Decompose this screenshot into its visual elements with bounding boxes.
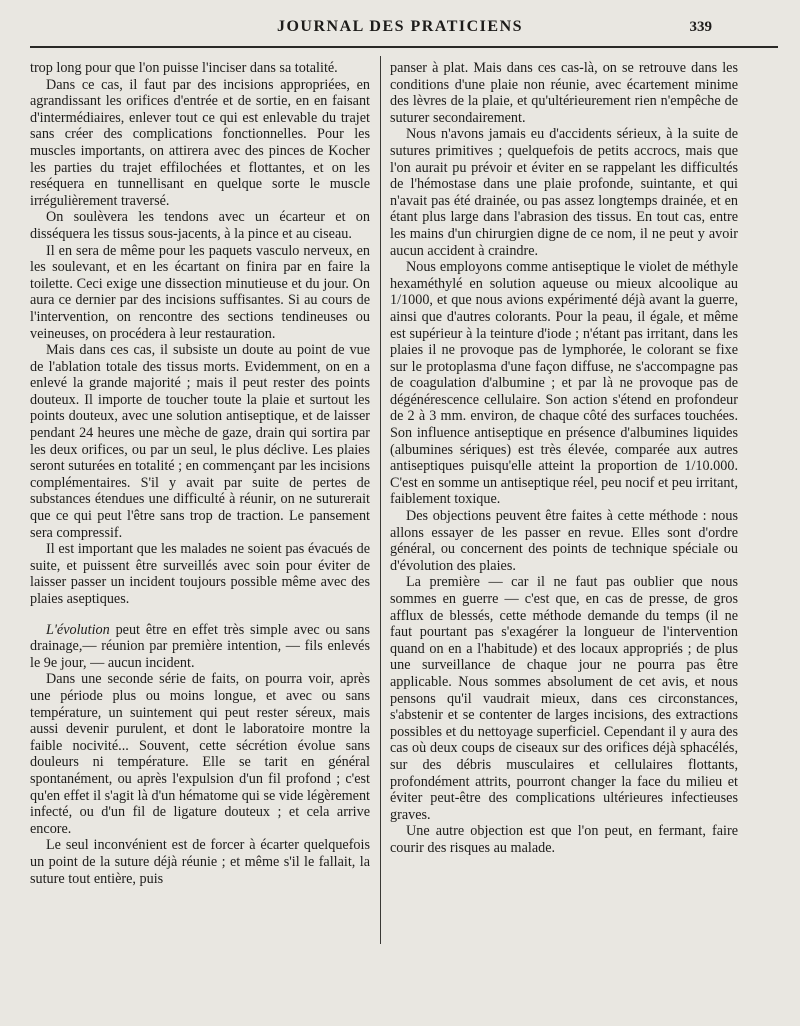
paragraph-evolution — [30, 622, 370, 672]
paragraph: panser à plat. Mais dans ces cas-là, on se retrouve dans les conditions d'une plaie non réunie, avec écartement minime des lèvres de la plaie, et qu'ultérieurement rien n'empêche de suturer secondairement. — [390, 60, 738, 126]
paragraph: Il est important que les malades ne soient pas évacués de suite, et puissent être surveillés avec soin pour éviter de laisser passer un incident toujours possible même avec des plaies aseptiques. — [30, 541, 370, 607]
column-divider — [380, 56, 381, 944]
header-rule — [30, 46, 778, 48]
paragraph: On soulèvera les tendons avec un écarteur et on disséquera les tissus sous-jacents, à la pince et au ciseau. — [30, 209, 370, 242]
paragraph-text: peut être en effet très simple avec ou sans drainage,— réunion par première intention, — fils enlevés le 9e jour, — aucun incident. — [30, 621, 370, 671]
right-column — [390, 60, 738, 960]
paragraph: Nous n'avons jamais eu d'accidents sérieux, à la suite de sutures primitives ; quelquefois de petits accrocs, mais que l'on aurait pu prévoir et éviter en se rappelant les difficultés de l'hémostase dans une plaie profonde, suintante, et qui n'avait pas été drainée, ou pas assez longtemps drainée, et en étant plus large dans l'abrasion des tissus. En tout cas, entre les mains d'un chirurgien digne de ce nom, il ne peut y avoir aucun accident à craindre. — [390, 126, 738, 259]
italic-lead: L'évolution — [46, 621, 110, 638]
paragraph: Dans une seconde série de faits, on pourra voir, après une période plus ou moins longue, et avec ou sans température, un suintement qui peut rester séreux, mais aussi devenir purulent, et dont le laboratoire montre la faible nocivité... Souvent, cette sécrétion évolue sans douleurs ni température. Elle se tarit en général spontanément, ou après l'expulsion d'un fil profond ; c'est qu'en effet il s'agit là d'un hématome qui se vide légèrement infecté, ou d'un fil de ligature douteux ; et cela arrive encore. — [30, 671, 370, 837]
paragraph: Nous employons comme antiseptique le violet de méthyle hexaméthylé en solution aqueuse ou mieux alcoolique au 1/1000, et que nous avions expérimenté déjà avant la guerre, ainsi que d'autres colorants. Pour la peau, il égale, et même est supérieur à la teinture d'iode ; n'étant pas irritant, dans les plaies il ne provoque pas de lymphorée, le colorant se fixe sur le protoplasma d'une façon diffuse, ne s'accompagne pas de coagulation d'albumine ; et par là ne provoque pas de dégénérescence cellulaire. Son action s'étend en profondeur de 2 à 3 mm. environ, de chaque côté des surfaces touchées. Son influence antiseptique en présence d'albumines liquides (albumines sériques) est très élevée, comparée aux autres antiseptiques puisqu'elle atteint la proportion de 1/10.000. C'est en somme un antiseptique réel, peu nocif et peu irritant, faiblement toxique. — [390, 259, 738, 508]
page-number: 339 — [689, 19, 712, 35]
paragraph: Mais dans ces cas, il subsiste un doute au point de vue de l'ablation totale des tissus morts. Evidemment, on en a enlevé la grande majorité ; mais il peut rester des points douteux. Il importe de toucher toute la plaie et surtout les points douteux, avec une solution antiseptique, et de laisser pendant 24 heures une mèche de gaze, drain qui sortira par les deux orifices, ou par un seul, le plus déclive. Les plaies seront suturées en totalité ; en commençant par les incisions complémentaires. S'il y avait par suite de pertes de substances étendues une difficulté à réunir, on ne suturerait que ce qui peut l'être sans trop de traction. Le pansement sera compressif. — [30, 342, 370, 541]
left-column — [30, 60, 370, 960]
page-header — [0, 18, 800, 40]
paragraph: Il en sera de même pour les paquets vasculo nerveux, en les soulevant, et en les écartant on finira par en faire la toilette. Ceci exige une dissection minutieuse et du jour. On aura ce dernier par des incisions suffisantes. Si au cours de l'intervention, on rencontre des sections tendineuses ou veineuses, on procédera à leur restauration. — [30, 242, 370, 342]
running-title: JOURNAL DES PRATICIENS — [276, 18, 524, 35]
paragraph: Le seul inconvénient est de forcer à écarter quelquefois un point de la suture déjà réunie ; et même s'il le fallait, la suture tout entière, puis — [30, 837, 370, 887]
paragraph: La première — car il ne faut pas oublier que nous sommes en guerre — c'est que, en cas de presse, de gros afflux de blessés, cette méthode demande du temps (il ne faut pourtant pas s'exagérer la longueur de l'intervention quand on en a l'habitude) et des locaux appropriés ; de plus une surveillance de chaque jour ne pourra pas être applicable. Nous sommes absolument de cet avis, et nous pensons qu'il vaudrait mieux, dans ces circonstances, s'abstenir et se contenter de larges incisions, des extractions possibles et du nettoyage superficiel. Cependant il y aura des cas où deux coups de ciseaux sur des orifices déjà sphacélés, sur des débris musculaires et cellulaires flottants, profondément attrits, pourront changer la face du milieu et éviter peut-être des complications ultérieures infectieuses graves. — [390, 574, 738, 823]
paragraph: trop long pour que l'on puisse l'inciser dans sa totalité. — [30, 60, 338, 76]
paragraph: Une autre objection est que l'on peut, en fermant, faire courir des risques au malade. — [390, 823, 738, 856]
paragraph: Des objections peuvent être faites à cette méthode : nous allons essayer de les passer en revue. Elles sont d'ordre général, ou concernent des points de technique spéciale ou d'évolution des plaies. — [390, 508, 738, 574]
paragraph: Dans ce cas, il faut par des incisions appropriées, en agrandissant les orifices d'entrée et de sortie, en en faisant d'intermédiaires, enlever tout ce qui est enlevable du trajet sans créer des complications fonctionnelles. Pour les muscles importants, on attirera avec des pinces de Kocher les parties du trajet effilochées et flottantes, et on les reséquera en tunnellisant en quelque sorte le muscle irrégulièrement traversé. — [30, 76, 370, 209]
